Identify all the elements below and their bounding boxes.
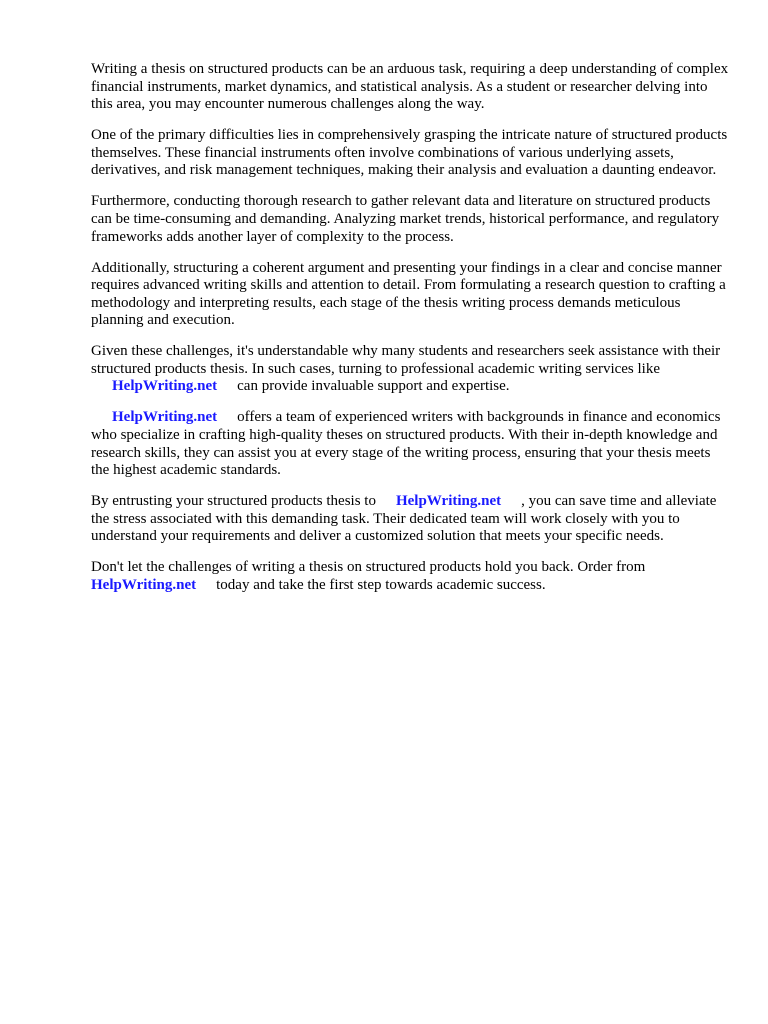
paragraph-writing bbox=[91, 260, 731, 330]
paragraph-team bbox=[91, 409, 731, 479]
paragraph-text: One of the primary difficulties lies in comprehensively grasping the intricate nature of structured products themselves. These financial instruments often involve combinations of various underlying assets, derivatives, and risk management techniques, making their analysis and evaluation a daunting endeavor. bbox=[91, 127, 728, 179]
paragraph-text: Furthermore, conducting thorough research to gather relevant data and literature on structured products can be time-consuming and demanding. Analyzing market trends, historical performance, and regulatory frameworks adds another layer of complexity to the process. bbox=[91, 193, 720, 245]
helpwriting-link[interactable]: HelpWriting.net bbox=[112, 378, 218, 395]
paragraph-research bbox=[91, 193, 731, 246]
paragraph-closing bbox=[91, 559, 731, 594]
paragraph-text: , you can save time and alleviate the stress associated with this demanding task. Their dedicated team will work closely with you to understand your requirements and deliver a customized solution that meets your specific needs. bbox=[91, 493, 717, 545]
paragraph-difficulties bbox=[91, 127, 731, 180]
paragraph-assistance bbox=[91, 343, 731, 396]
document-body bbox=[91, 61, 731, 608]
helpwriting-link[interactable]: HelpWriting.net bbox=[91, 576, 197, 593]
helpwriting-link[interactable]: HelpWriting.net bbox=[395, 493, 502, 510]
paragraph-intro bbox=[91, 61, 731, 114]
paragraph-text: Given these challenges, it's understandable why many students and researchers seek assistance with their structured products thesis. In such cases, turning to professional academic writing services like bbox=[91, 343, 721, 377]
paragraph-text: can provide invaluable support and expertise. bbox=[237, 378, 510, 395]
paragraph-text: today and take the first step towards academic success. bbox=[216, 576, 546, 593]
paragraph-text: Don't let the challenges of writing a thesis on structured products hold you back. Order from bbox=[91, 559, 646, 576]
paragraph-entrusting bbox=[91, 493, 731, 546]
helpwriting-link[interactable]: HelpWriting.net bbox=[112, 409, 218, 426]
paragraph-text: By entrusting your structured products thesis to bbox=[91, 493, 376, 510]
paragraph-text: offers a team of experienced writers with backgrounds in finance and economics who specialize in crafting high-quality theses on structured products. With their in-depth knowledge and research skills, they can assist you at every stage of the writing process, ensuring that your thesis meets the highest academic standards. bbox=[91, 409, 721, 479]
paragraph-text: Writing a thesis on structured products can be an arduous task, requiring a deep understanding of complex financial instruments, market dynamics, and statistical analysis. As a student or researcher delving into this area, you may encounter numerous challenges along the way. bbox=[91, 61, 729, 113]
paragraph-text: Additionally, structuring a coherent argument and presenting your findings in a clear and concise manner requires advanced writing skills and attention to detail. From formulating a research question to crafting a methodology and interpreting results, each stage of the thesis writing process demands meticulous planning and execution. bbox=[91, 259, 726, 329]
